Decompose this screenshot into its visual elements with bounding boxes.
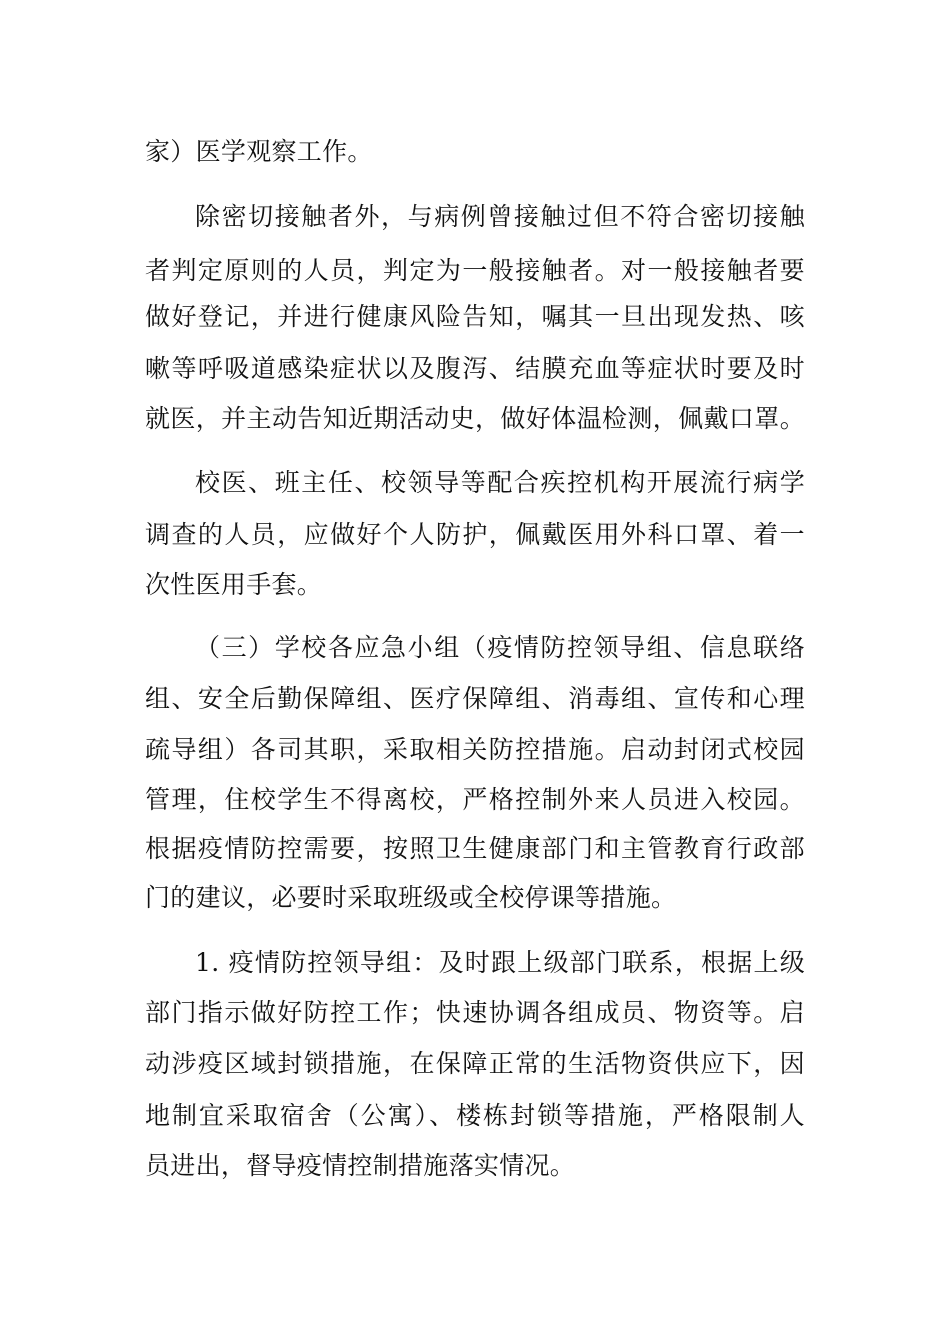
text-line: 家）医学观察工作。 <box>145 137 373 166</box>
text-line: 组、安全后勤保障组、医疗保障组、消毒组、宣传和心理 <box>145 684 805 713</box>
text-line: （三）学校各应急小组（疫情防控领导组、信息联络 <box>195 633 805 662</box>
text-line: 地制宜采取宿舍（公寓）、楼栋封锁等措施，严格限制人 <box>145 1101 805 1130</box>
text-line: 就医，并主动告知近期活动史，做好体温检测，佩戴口罩。 <box>145 404 805 433</box>
text-line: 次性医用手套。 <box>145 570 323 599</box>
text-line: 员进出，督导疫情控制措施落实情况。 <box>145 1151 576 1180</box>
text-line: 门的建议，必要时采取班级或全校停课等措施。 <box>145 883 677 912</box>
text-line: 做好登记，并进行健康风险告知，嘱其一旦出现发热、咳 <box>145 302 805 331</box>
text-line: 部门指示做好防控工作；快速协调各组成员、物资等。启 <box>145 998 805 1027</box>
text-line: 根据疫情防控需要，按照卫生健康部门和主管教育行政部 <box>145 834 805 863</box>
text-line: 管理，住校学生不得离校，严格控制外来人员进入校园。 <box>145 785 805 814</box>
text-line: 者判定原则的人员，判定为一般接触者。对一般接触者要 <box>145 256 805 285</box>
text-line: 疏导组）各司其职，采取相关防控措施。启动封闭式校园 <box>145 735 805 764</box>
text-line: 嗽等呼吸道感染症状以及腹泻、结膜充血等症状时要及时 <box>145 354 805 383</box>
text-line: 调查的人员，应做好个人防护，佩戴医用外科口罩、着一 <box>145 520 805 549</box>
text-line: 除密切接触者外，与病例曾接触过但不符合密切接触 <box>195 202 805 231</box>
text-line: 1. 疫情防控领导组：及时跟上级部门联系，根据上级 <box>195 948 805 977</box>
text-line: 动涉疫区域封锁措施，在保障正常的生活物资供应下，因 <box>145 1049 805 1078</box>
text-line: 校医、班主任、校领导等配合疾控机构开展流行病学 <box>195 468 805 497</box>
